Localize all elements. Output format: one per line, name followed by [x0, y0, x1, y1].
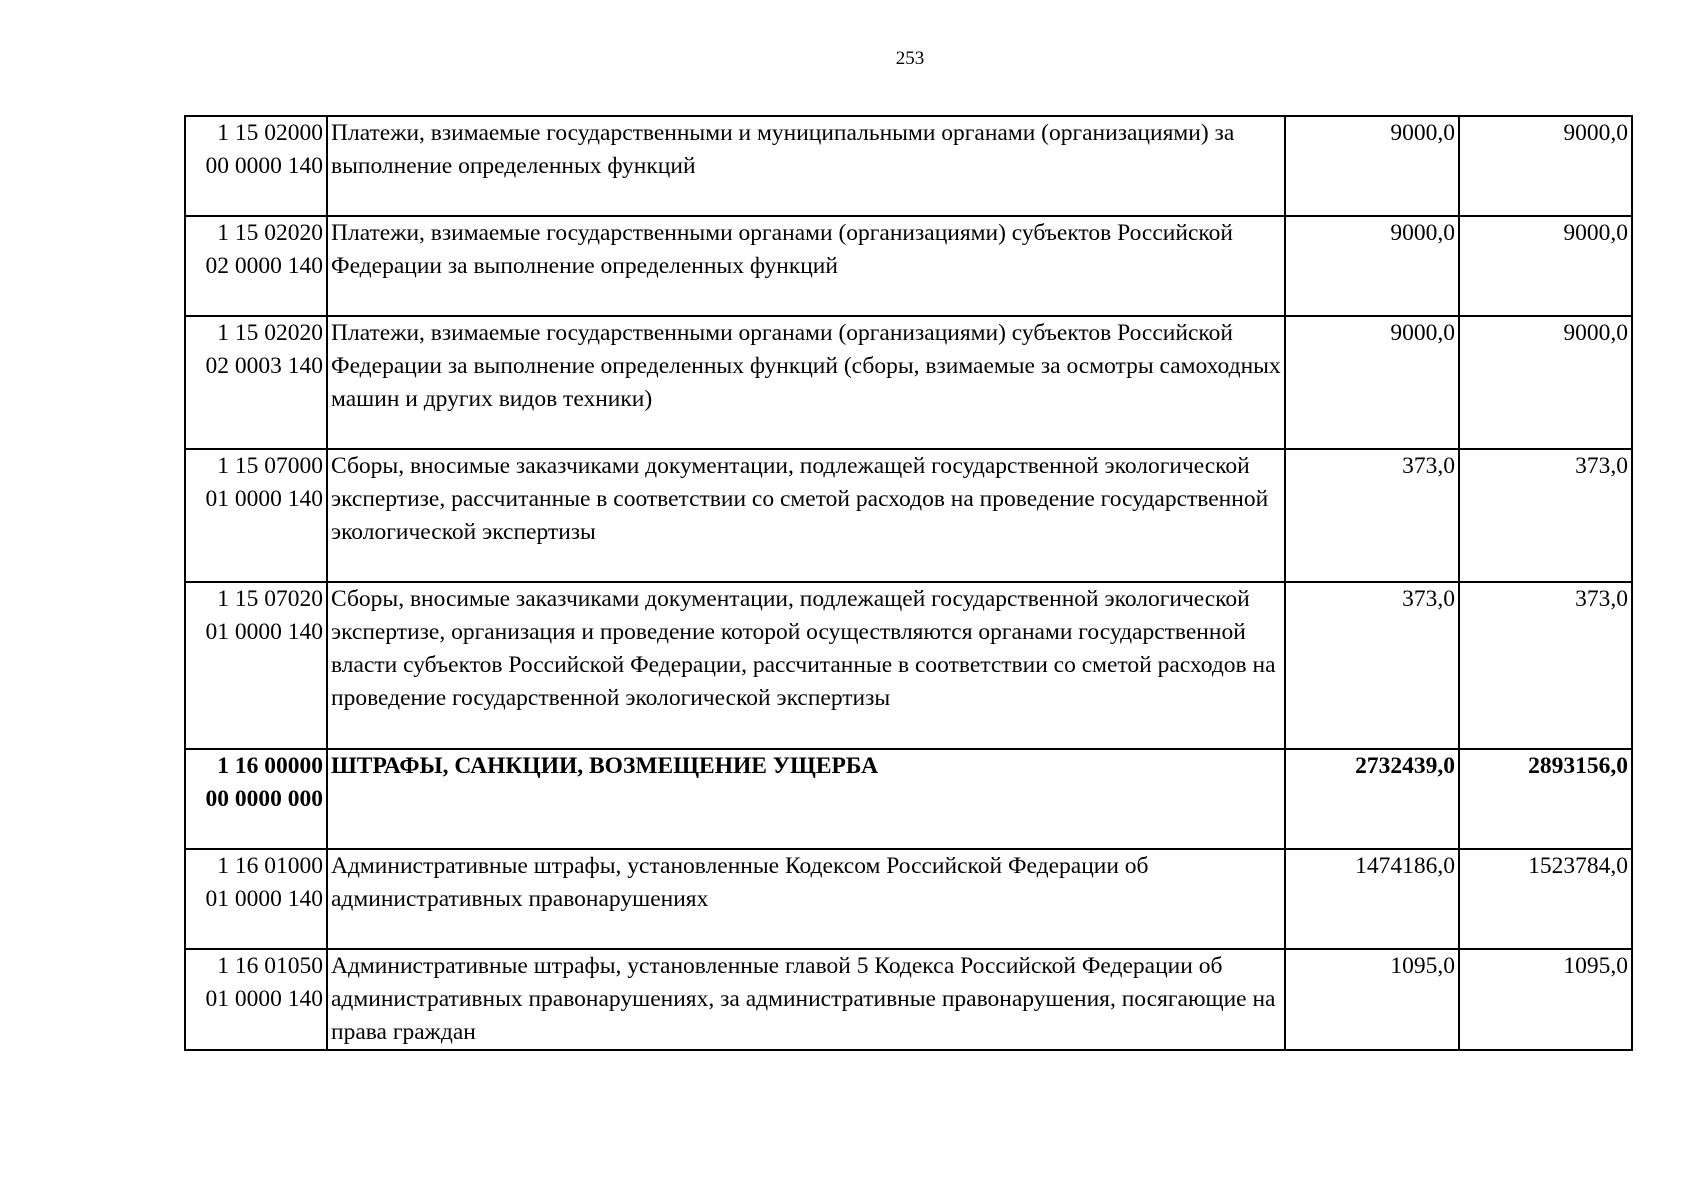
item-description: Платежи, взимаемые государственными органами (организациями) субъектов Российской Федерации за выполнение определенных функций (сборы, взимаемые за осмотры самоходных машин и других видов техники)	[327, 316, 1285, 449]
item-description: Сборы, вносимые заказчиками документации, подлежащей государственной экологической экспертизе, рассчитанные в соответствии со сметой расходов на проведение государственной экологической экспертизы	[327, 449, 1285, 582]
budget-code: 1 15 07000 01 0000 140	[185, 449, 327, 582]
budget-code: 1 16 00000 00 0000 000	[185, 749, 327, 849]
budget-code: 1 16 01000 01 0000 140	[185, 849, 327, 949]
value-year-2: 2893156,0	[1459, 749, 1632, 849]
item-description: ШТРАФЫ, САНКЦИИ, ВОЗМЕЩЕНИЕ УЩЕРБА	[327, 749, 1285, 849]
value-year-1: 9000,0	[1285, 216, 1459, 316]
table-row	[185, 316, 1632, 449]
table-row	[185, 216, 1632, 316]
value-year-2: 373,0	[1459, 582, 1632, 749]
item-description: Административные штрафы, установленные Кодексом Российской Федерации об административных правонарушениях	[327, 849, 1285, 949]
value-year-1: 2732439,0	[1285, 749, 1459, 849]
value-year-1: 1474186,0	[1285, 849, 1459, 949]
page-number: 253	[895, 48, 925, 69]
budget-code: 1 15 07020 01 0000 140	[185, 582, 327, 749]
value-year-1: 373,0	[1285, 582, 1459, 749]
budget-code: 1 15 02020 02 0003 140	[185, 316, 327, 449]
budget-code: 1 15 02020 02 0000 140	[185, 216, 327, 316]
table-row	[185, 582, 1632, 749]
table-row	[185, 849, 1632, 949]
budget-code: 1 16 01050 01 0000 140	[185, 949, 327, 1050]
value-year-1: 9000,0	[1285, 116, 1459, 216]
value-year-2: 1095,0	[1459, 949, 1632, 1050]
item-description: Сборы, вносимые заказчиками документации, подлежащей государственной экологической экспертизе, организация и проведение которой осуществляются органами государственной власти субъектов Российской Федерации, рассчитанные в соответствии со сметой расходов на проведение государственной экологической экспертизы	[327, 582, 1285, 749]
value-year-1: 1095,0	[1285, 949, 1459, 1050]
table-row	[185, 949, 1632, 1050]
value-year-2: 9000,0	[1459, 116, 1632, 216]
table-row	[185, 749, 1632, 849]
budget-table	[184, 115, 1633, 1051]
table-row	[185, 449, 1632, 582]
table-row	[185, 116, 1632, 216]
item-description: Административные штрафы, установленные главой 5 Кодекса Российской Федерации об административных правонарушениях, за административные правонарушения, посягающие на права граждан	[327, 949, 1285, 1050]
budget-code: 1 15 02000 00 0000 140	[185, 116, 327, 216]
value-year-1: 9000,0	[1285, 316, 1459, 449]
item-description: Платежи, взимаемые государственными и муниципальными органами (организациями) за выполнение определенных функций	[327, 116, 1285, 216]
value-year-2: 1523784,0	[1459, 849, 1632, 949]
value-year-2: 9000,0	[1459, 316, 1632, 449]
value-year-2: 9000,0	[1459, 216, 1632, 316]
value-year-1: 373,0	[1285, 449, 1459, 582]
item-description: Платежи, взимаемые государственными органами (организациями) субъектов Российской Федерации за выполнение определенных функций	[327, 216, 1285, 316]
value-year-2: 373,0	[1459, 449, 1632, 582]
